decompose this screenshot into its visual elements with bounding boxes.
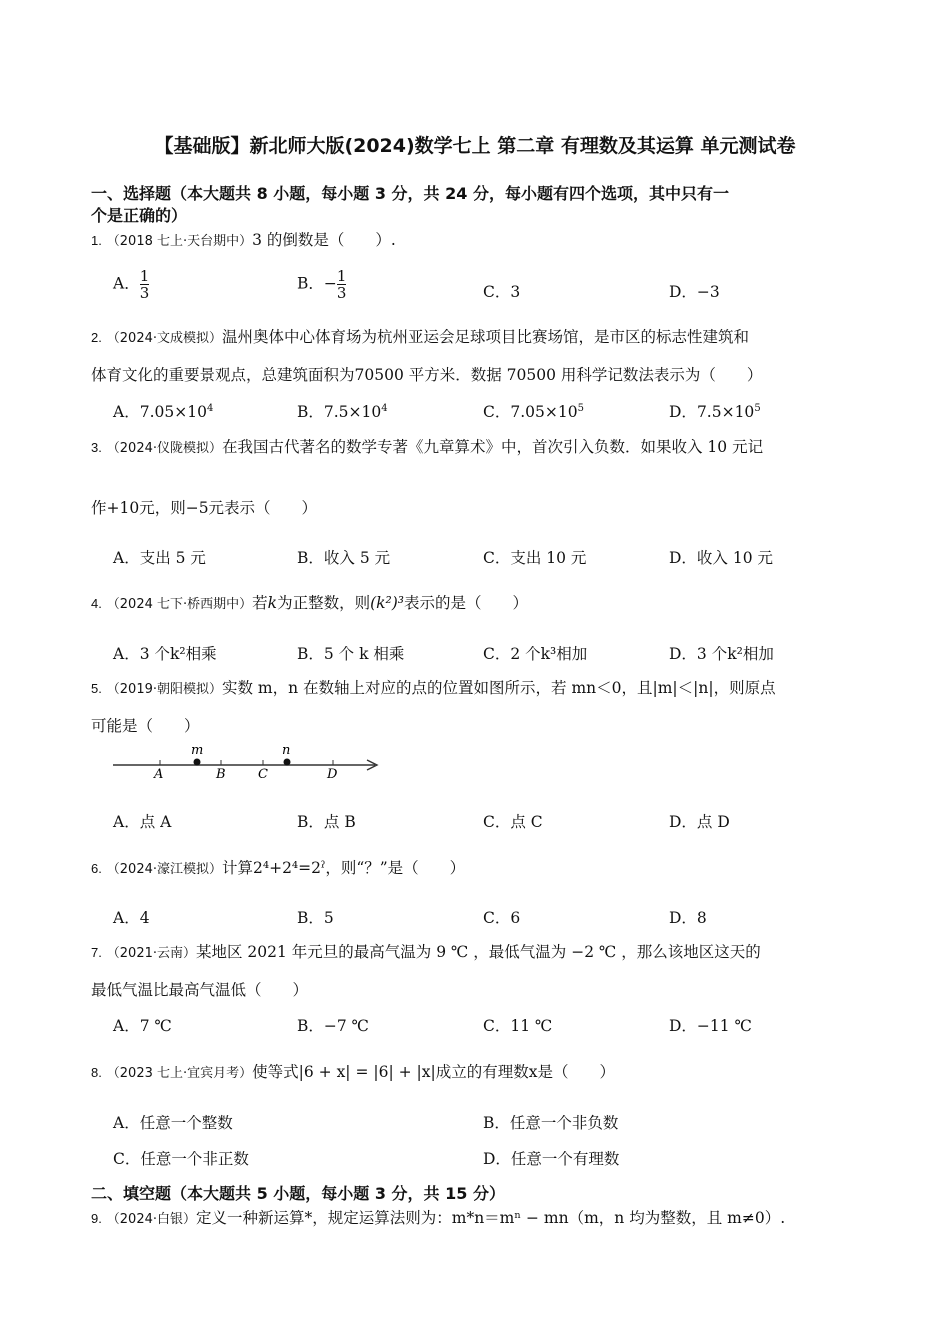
sci-base: 7.5×10 [696, 403, 755, 421]
question-text-line1: 温州奥体中心体育场为杭州亚运会足球项目比赛场馆，是市区的标志性建筑和 [222, 328, 750, 346]
q1-option-c: C．3 [483, 283, 521, 301]
denominator: 3 [139, 284, 150, 302]
q3-option-c: C．支出 10 元 [483, 549, 587, 567]
q5-option-d: D．点 D [669, 813, 730, 831]
question-text: 表示的是（ ） [404, 594, 529, 612]
q4-option-d: D．3 个k²相加 [669, 645, 774, 663]
q6-option-a: A．4 [113, 909, 150, 927]
question-3-line2: 作+10元，则−5元表示（ ） [91, 499, 318, 517]
label-d: D [327, 767, 338, 780]
question-text: 若 [252, 594, 268, 612]
q7-option-b: B．−7 ℃ [297, 1017, 370, 1035]
section-2-heading: 二、填空题（本大题共 5 小题，每小题 3 分，共 15 分） [91, 1184, 505, 1203]
question-source: （2019·朝阳模拟） [106, 682, 222, 697]
question-2 [91, 319, 861, 394]
question-number: 8. [91, 1065, 102, 1080]
denominator: 3 [336, 284, 347, 302]
fraction [337, 268, 347, 301]
q4-option-b: B．5 个 k 相乘 [297, 645, 405, 663]
q5-option-c: C．点 C [483, 813, 543, 831]
q7-option-a: A．7 ℃ [113, 1017, 172, 1035]
question-number: 2. [91, 330, 102, 345]
option-label: A． [113, 274, 140, 293]
q2-option-b [297, 400, 388, 422]
numerator: 1 [139, 267, 150, 285]
question-number: 9. [91, 1211, 102, 1226]
label-m: m [191, 744, 204, 758]
q1-option-a [113, 268, 149, 301]
question-text-line2: 体育文化的重要景观点，总建筑面积为70500 平方米．数据 70500 用科学记数法表示为（ ） [91, 366, 763, 384]
exponent: 4 [206, 402, 214, 414]
number-line-figure [113, 744, 383, 780]
question-text-line2: 最低气温比最高气温低（ ） [91, 981, 309, 999]
minus-sign: − [323, 274, 337, 293]
question-text: 为正整数，则 [277, 594, 371, 612]
question-7 [91, 934, 861, 1009]
label-n: n [282, 744, 291, 758]
q2-option-a [113, 400, 213, 422]
question-source: （2024·仪陇模拟） [106, 441, 222, 456]
label-b: B [216, 767, 226, 780]
question-source: （2024·濠江模拟） [106, 862, 222, 877]
sci-base: 7.05×10 [139, 403, 207, 421]
question-text-line2: 可能是（ ） [91, 717, 200, 735]
question-1 [91, 222, 861, 260]
option-label: A． [113, 403, 140, 421]
q1-option-d: D．−3 [669, 283, 720, 301]
q6-option-d: D．8 [669, 909, 707, 927]
exponent: 5 [577, 402, 584, 414]
question-number: 3. [91, 440, 102, 455]
numerator: 1 [336, 267, 347, 285]
expression: (k²)³ [370, 594, 404, 612]
section-1-heading [91, 183, 871, 227]
q7-option-c: C．11 ℃ [483, 1017, 553, 1035]
q2-option-d [669, 400, 761, 422]
question-source: （2024·文成模拟） [106, 331, 222, 346]
question-3 [91, 429, 861, 467]
question-text: 定义一种新运算*，规定运算法则为：m*n＝mⁿ − mn（m，n 均为整数，且 m≠0）. [196, 1209, 786, 1227]
question-number: 1. [91, 233, 102, 248]
question-text-line1: 某地区 2021 年元旦的最高气温为 9 ℃ ，最低气温为 −2 ℃ ，那么该地区这天的 [196, 943, 761, 961]
q8-option-b: B．任意一个非负数 [483, 1114, 619, 1132]
q4-option-c: C．2 个k³相加 [483, 645, 588, 663]
question-number: 4. [91, 596, 102, 611]
section-1-heading-line1: 一、选择题（本大题共 8 小题，每小题 3 分，共 24 分，每小题有四个选项，其中只有一 [91, 184, 729, 203]
question-9 [91, 1200, 861, 1238]
q2-option-c [483, 400, 584, 422]
question-source: （2023 七上·宜宾月考） [106, 1066, 253, 1081]
q4-option-a: A．3 个k²相乘 [113, 645, 217, 663]
question-text: 3 的倒数是（ ）. [252, 231, 396, 249]
q3-option-b: B．收入 5 元 [297, 549, 391, 567]
label-a: A [154, 767, 164, 780]
point-m [194, 759, 201, 766]
question-text-line1: 实数 m，n 在数轴上对应的点的位置如图所示，若 mn＜0，且|m|＜|n|，则原点 [222, 679, 776, 697]
option-label: B． [297, 274, 324, 293]
variable-k: k [267, 594, 278, 612]
point-n [284, 759, 291, 766]
question-number: 7. [91, 945, 102, 960]
question-8 [91, 1054, 861, 1092]
question-source: （2024 七下·桥西期中） [106, 597, 253, 612]
question-text-line1: 在我国古代著名的数学专著《九章算术》中，首次引入负数．如果收入 10 元记 [222, 438, 764, 456]
sci-base: 7.05×10 [510, 403, 578, 421]
fraction [140, 268, 150, 301]
question-5 [91, 670, 861, 745]
question-source: （2021·云南） [106, 946, 196, 961]
sci-base: 7.5×10 [323, 403, 382, 421]
exponent: 4 [381, 402, 388, 414]
option-label: B． [297, 403, 324, 421]
question-number: 5. [91, 681, 102, 696]
q3-option-d: D．收入 10 元 [669, 549, 774, 567]
page-title: 【基础版】新北师大版(2024)数学七上 第二章 有理数及其运算 单元测试卷 [154, 135, 796, 157]
q8-option-a: A．任意一个整数 [113, 1114, 233, 1132]
question-source: （2024·白银） [106, 1212, 196, 1227]
q5-option-b: B．点 B [297, 813, 356, 831]
question-number: 6. [91, 861, 102, 876]
question-4 [91, 585, 861, 623]
q5-option-a: A．点 A [113, 813, 172, 831]
option-label: C． [483, 403, 511, 421]
q1-option-b [297, 268, 346, 301]
label-c: C [258, 767, 268, 780]
question-6 [91, 850, 861, 888]
question-text: 计算2⁴+2⁴=2ˀ，则“？”是（ ） [222, 859, 466, 877]
question-source: （2018 七上·天台期中） [106, 234, 253, 249]
q6-option-b: B．5 [297, 909, 334, 927]
q8-option-d: D．任意一个有理数 [483, 1150, 620, 1168]
question-text: 使等式|6 + x| = |6| + |x|成立的有理数x是（ ） [252, 1063, 615, 1081]
q8-option-c: C．任意一个非正数 [113, 1150, 249, 1168]
q7-option-d: D．−11 ℃ [669, 1017, 752, 1035]
section-1-heading-line2: 个是正确的） [91, 206, 188, 225]
q6-option-c: C．6 [483, 909, 521, 927]
option-label: D． [669, 403, 697, 421]
q3-option-a: A．支出 5 元 [113, 549, 206, 567]
exponent: 5 [754, 402, 761, 414]
